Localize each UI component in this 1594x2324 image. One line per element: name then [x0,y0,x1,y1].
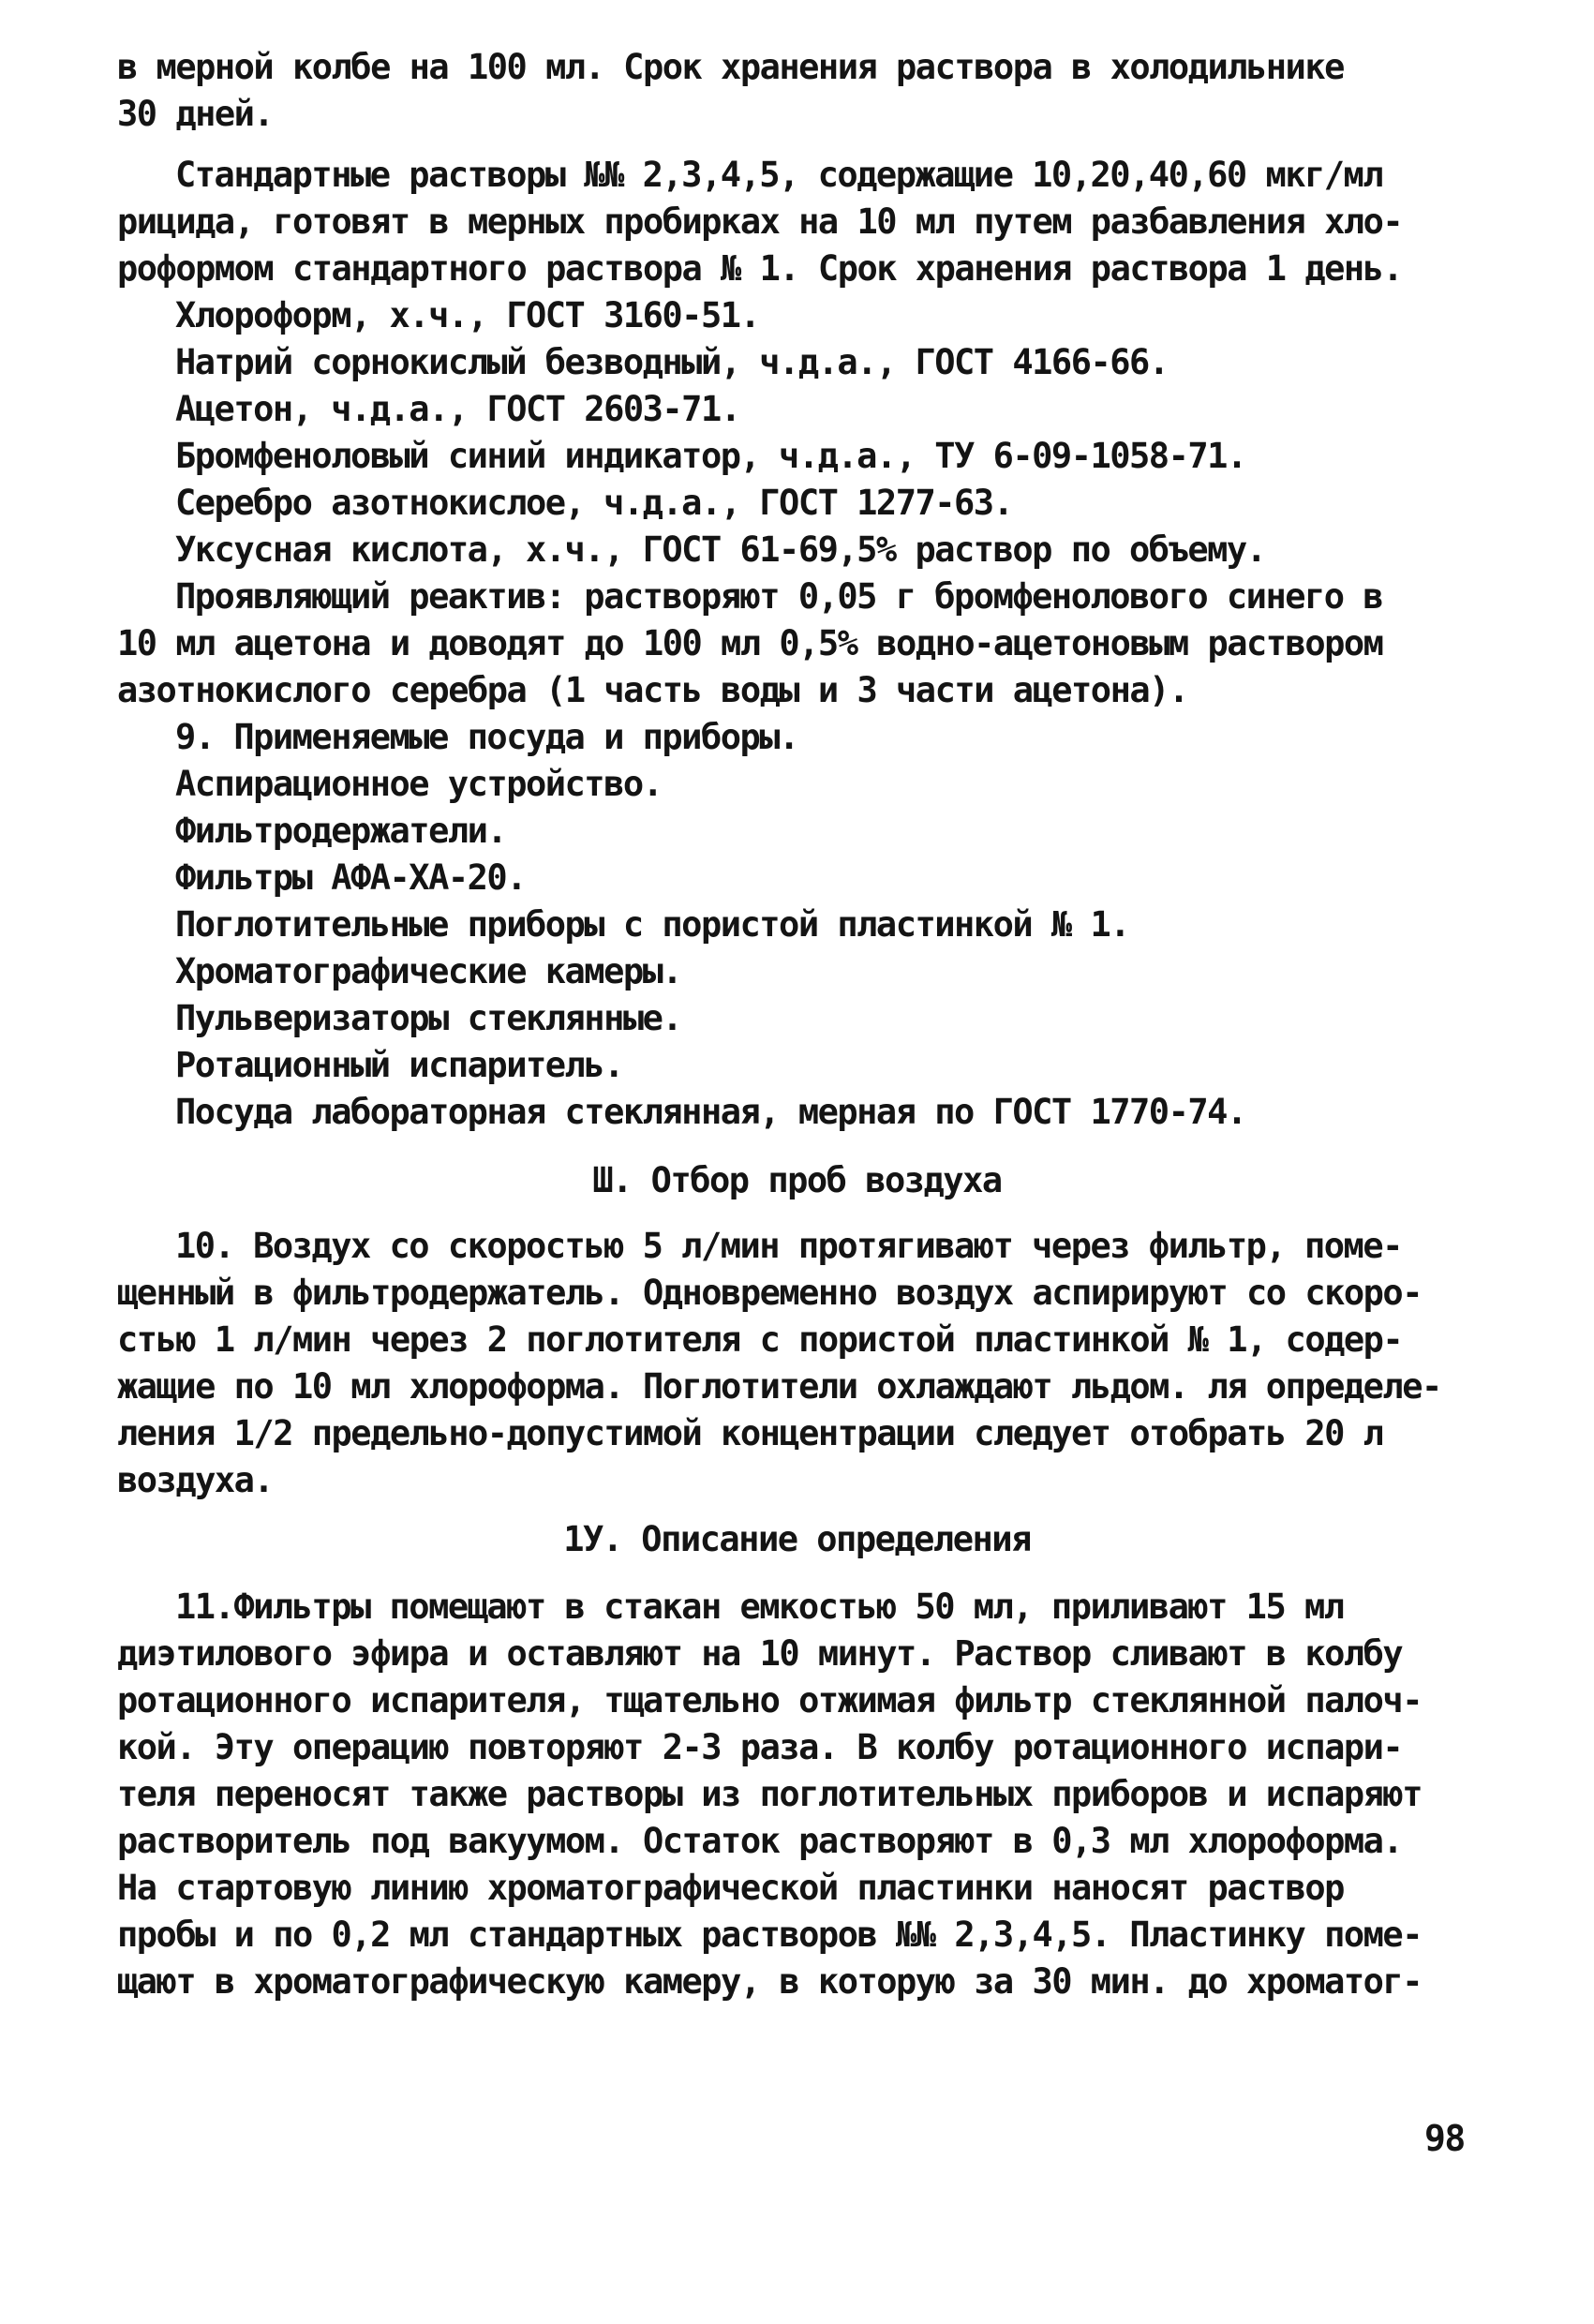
text-line: Поглотительные приборы с пористой пластинкой № 1. [175,904,1130,945]
text-line: 10 мл ацетона и доводят до 100 мл 0,5% водно-ацетоновым раствором [117,623,1383,663]
text-line: стью 1 л/мин через 2 поглотителя с пористой пластинкой № 1, содер- [117,1319,1403,1360]
text-line: Стандартные растворы №№ 2,3,4,5, содержащие 10,20,40,60 мкг/мл [175,155,1383,195]
text-line: Уксусная кислота, х.ч., ГОСТ 61-69,5% раствор по объему. [175,529,1266,570]
text-line: кой. Эту операцию повторяют 2-3 раза. В колбу ротационного испари- [117,1727,1403,1767]
text-line: Ротационный испаритель. [175,1045,623,1085]
text-line: Фильтродержатели. [175,811,507,851]
text-line: растворитель под вакуумом. Остаток растворяют в 0,3 мл хлороформа. [117,1821,1403,1861]
text-line: щенный в фильтродержатель. Одновременно воздух аспирируют со скоро- [117,1273,1422,1313]
text-line: диэтилового эфира и оставляют на 10 минут. Раствор сливают в колбу [117,1633,1403,1674]
text-line: ротационного испарителя, тщательно отжимая фильтр стеклянной палоч- [117,1680,1422,1721]
text-line: Бромфеноловый синий индикатор, ч.д.а., ТУ 6-09-1058-71. [175,436,1246,476]
section-item: 9. Применяемые посуда и приборы. [175,717,798,757]
text-line: Посуда лабораторная стеклянная, мерная по ГОСТ 1770-74. [175,1092,1246,1132]
text-line: Пульверизаторы стеклянные. [175,998,682,1038]
text-line: в мерной колбе на 100 мл. Срок хранения раствора в холодильнике [117,47,1344,87]
text-line: Фильтры АФА-ХА-20. [175,857,526,898]
text-line: щают в хроматографическую камеру, в которую за 30 мин. до хроматог- [117,1961,1422,2002]
text-line: Серебро азотнокислое, ч.д.а., ГОСТ 1277-63. [175,483,1013,523]
text-line: 30 дней. [117,94,274,134]
text-line: 10. Воздух со скоростью 5 л/мин протягивают через фильтр, поме- [175,1226,1402,1266]
section-heading: Ш. Отбор проб воздуха [592,1160,1002,1200]
text-line: Хроматографические камеры. [175,951,682,991]
text-line: Хлороформ, х.ч., ГОСТ 3160-51. [175,295,760,335]
text-line: Аспирационное устройство. [175,764,663,804]
text-line: роформом стандартного раствора № 1. Срок хранения раствора 1 день. [117,248,1403,289]
text-line: теля переносят также растворы из поглотительных приборов и испаряют [117,1774,1422,1814]
text-line: жащие по 10 мл хлороформа. Поглотители охлаждают льдом. ля определе- [117,1366,1441,1407]
text-line: рицида, готовят в мерных пробирках на 10 мл путем разбавления хло- [117,201,1403,242]
text-line: Проявляющий реактив: растворяют 0,05 г бромфенолового синего в [175,576,1383,617]
text-line: азотнокислого серебра (1 часть воды и 3 части ацетона). [117,670,1188,710]
page-number: 98 [1424,2118,1465,2159]
text-line: ления 1/2 предельно-допустимой концентрации следует отобрать 20 л [117,1413,1383,1453]
text-line: пробы и по 0,2 мл стандартных растворов №№ 2,3,4,5. Пластинку поме- [117,1914,1422,1955]
section-heading: 1У. Описание определения [563,1519,1031,1559]
text-line: Натрий сорнокислый безводный, ч.д.а., ГОСТ 4166-66. [175,342,1169,382]
text-line: Ацетон, ч.д.а., ГОСТ 2603-71. [175,389,740,429]
text-line: На стартовую линию хроматографической пластинки наносят раствор [117,1868,1344,1908]
text-line: воздуха. [117,1460,274,1500]
text-line: 11.Фильтры помещают в стакан емкостью 50 мл, приливают 15 мл [175,1587,1344,1627]
